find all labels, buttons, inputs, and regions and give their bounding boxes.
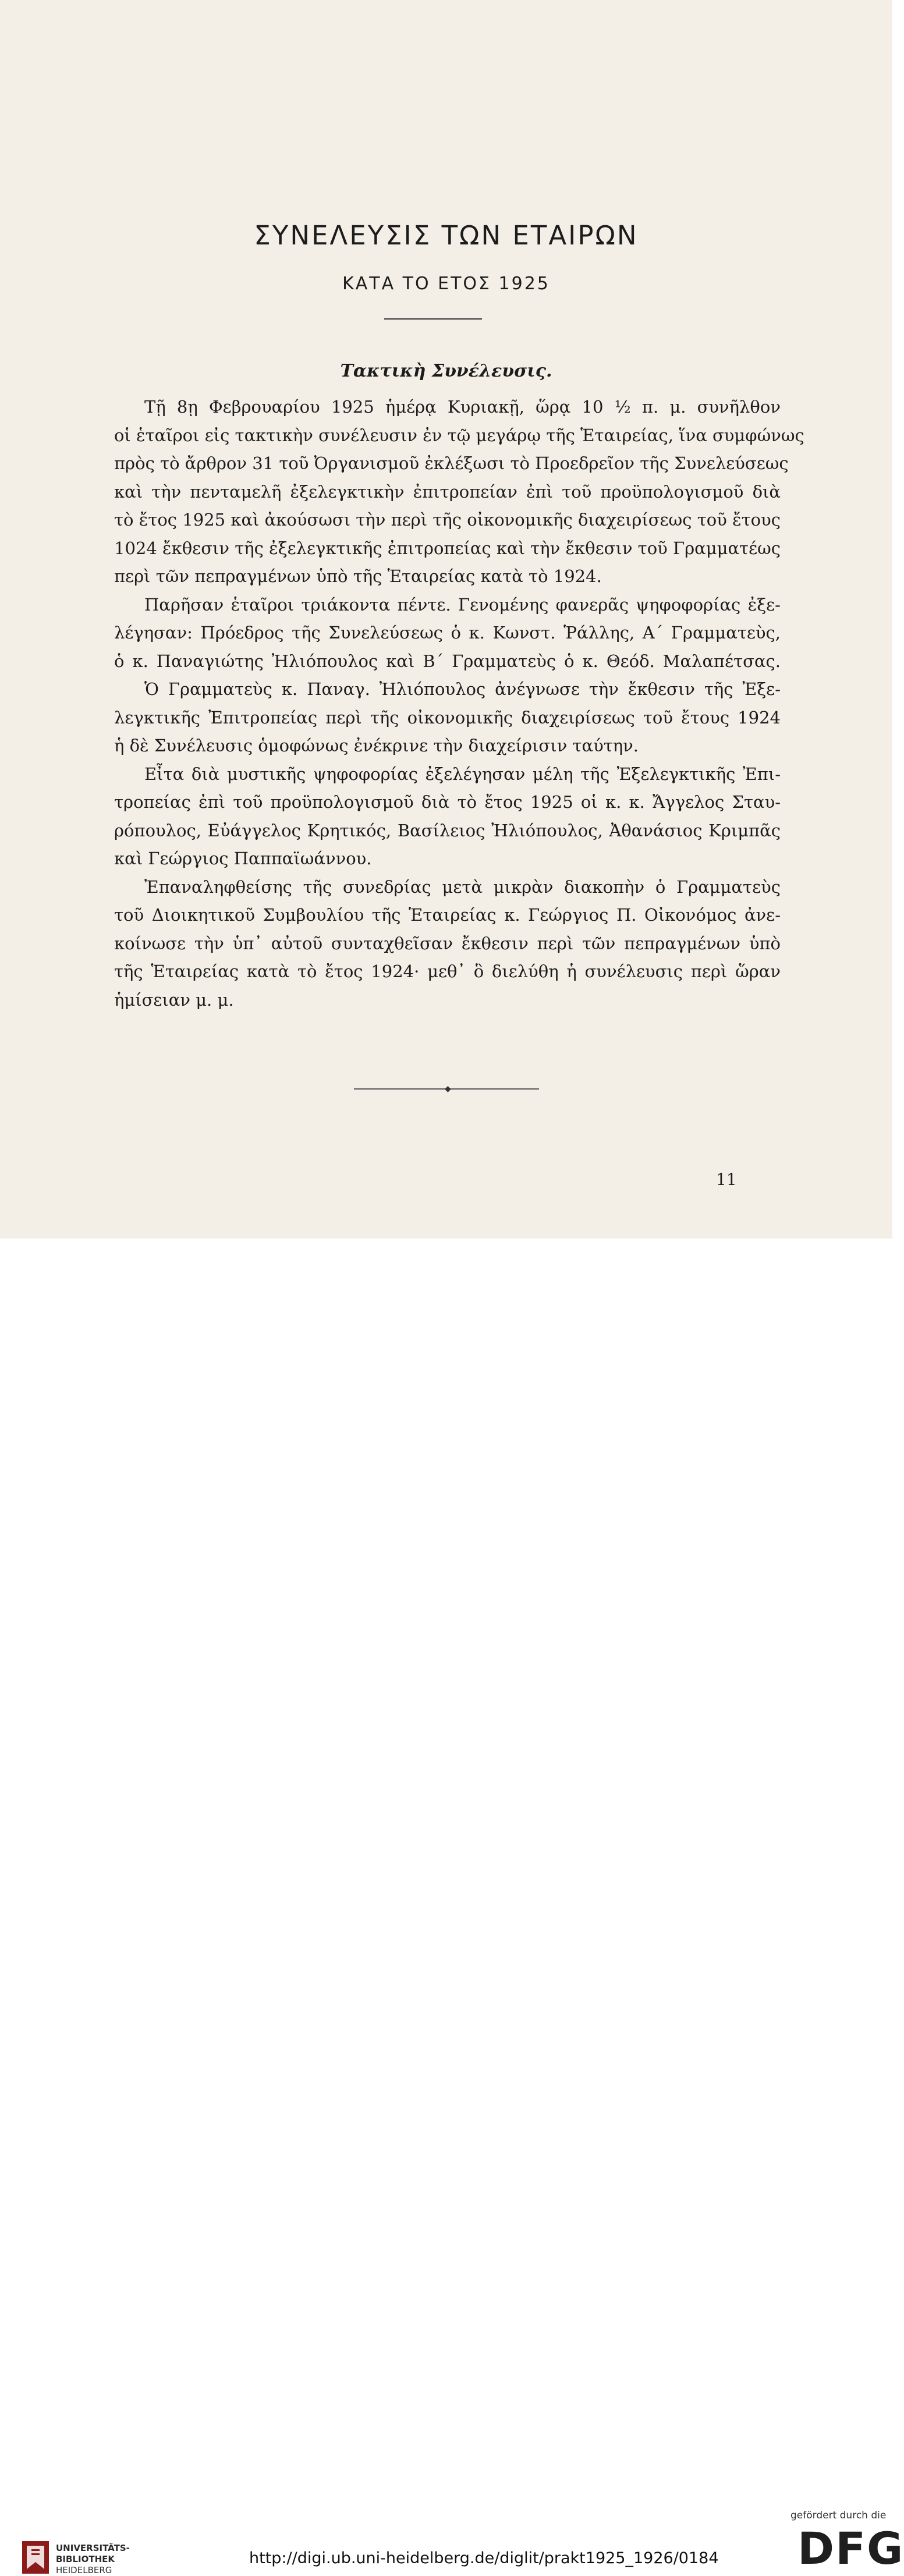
text-line: οἱ ἑταῖροι εἰς τακτικὴν συνέλευσιν ἐν τῷ μεγάρῳ τῆς Ἑταιρείας, ἵνα συμφώνως <box>114 425 804 445</box>
text-line: κοίνωσε τὴν ὑπ᾽ αὐτοῦ συνταχθεῖσαν ἔκθεσιν περὶ τῶν πεπραγμένων ὑπὸ <box>114 933 781 953</box>
ornament-dot-icon: ◆ <box>445 1084 451 1094</box>
text-line: Τῇ 8ῃ Φεβρουαρίου 1925 ἡμέρᾳ Κυριακῇ, ὥρᾳ 10 ½ π. μ. συνῆλθον <box>144 397 781 417</box>
text-line: Ὁ Γραμματεὺς κ. Παναγ. Ἠλιόπουλος ἀνέγνωσε τὴν ἔκθεσιν τῆς Ἐξε- <box>144 679 781 699</box>
text-line: 1024 ἔκθεσιν τῆς ἐξελεγκτικῆς ἐπιτροπείας καὶ τὴν ἔκθεσιν τοῦ Γραμματέως <box>114 538 781 558</box>
library-name-line: BIBLIOTHEK <box>56 2554 115 2564</box>
body-text <box>114 393 804 1014</box>
footer-bar <box>0 1239 904 2575</box>
text-line: ἡ δὲ Συνέλευσις ὁμοφώνως ἐνέκρινε τὴν διαχείρισιν ταύτην. <box>114 736 639 755</box>
funded-by-label: gefördert durch die <box>790 2510 887 2521</box>
text-line: τροπείας ἐπὶ τοῦ προϋπολογισμοῦ διὰ τὸ ἔτος 1925 οἱ κ. κ. Ἄγγελος Σταυ- <box>114 792 781 812</box>
text-line: τῆς Ἑταιρείας κατὰ τὸ ἔτος 1924· μεθ᾽ ὃ διελύθη ἡ συνέλευσις περὶ ὥραν <box>114 961 781 981</box>
document-subtitle: ΚΑΤΑ ΤΟ ΕΤΟΣ 1925 <box>342 274 550 294</box>
library-name <box>56 2543 130 2576</box>
document-title: ΣΥΝΕΛΕΥΣΙΣ ΤΩΝ ΕΤΑΙΡΩΝ <box>254 220 639 251</box>
text-line: Παρῆσαν ἑταῖροι τριάκοντα πέντε. Γενομένης φανερᾶς ψηφοφορίας ἐξε- <box>144 594 781 615</box>
text-line: Ἐπαναληφθείσης τῆς συνεδρίας μετὰ μικρὰν διακοπὴν ὁ Γραμματεὺς <box>144 877 781 897</box>
text-line: καὶ Γεώργιος Παππαϊωάννου. <box>114 849 372 868</box>
text-line: τοῦ Διοικητικοῦ Συμβουλίου τῆς Ἑταιρείας κ. Γεώργιος Π. Οἰκονόμος ἀνε- <box>114 905 781 925</box>
scanned-page <box>0 0 892 1239</box>
text-line: λεγκτικῆς Ἐπιτροπείας περὶ τῆς οἰκονομικῆς διαχειρίσεως τοῦ ἔτους 1924 <box>114 707 781 728</box>
text-line: καὶ τὴν πενταμελῆ ἐξελεγκτικὴν ἐπιτροπείαν ἐπὶ τοῦ προϋπολογισμοῦ διὰ <box>114 481 781 502</box>
title-rule <box>384 318 482 320</box>
text-line: Εἶτα διὰ μυστικῆς ψηφοφορίας ἐξελέγησαν μέλη τῆς Ἐξελεγκτικῆς Ἐπι- <box>144 764 781 784</box>
section-heading: Τακτικὴ Συνέλευσις. <box>340 361 552 381</box>
source-url-link[interactable]: http://digi.ub.uni-heidelberg.de/diglit/prakt1925_1926/0184 <box>249 2549 719 2567</box>
library-name-line: HEIDELBERG <box>56 2565 112 2575</box>
text-line: ὁ κ. Παναγιώτης Ἠλιόπουλος καὶ Β´ Γραμματεὺς ὁ κ. Θεόδ. Μαλαπέτσας. <box>114 651 781 671</box>
text-line: ρόπουλος, Εὐάγγελος Κρητικός, Βασίλειος Ἠλιόπουλος, Ἀθανάσιος Κριμπᾶς <box>114 820 781 840</box>
text-line: περὶ τῶν πεπραγμένων ὑπὸ τῆς Ἑταιρείας κατὰ τὸ 1924. <box>114 566 602 586</box>
text-line: πρὸς τὸ ἄρθρον 31 τοῦ Ὀργανισμοῦ ἐκλέξωσι τὸ Προεδρεῖον τῆς Συνελεύσεως <box>114 453 789 473</box>
library-name-line: UNIVERSITÄTS- <box>56 2543 130 2553</box>
text-line: τὸ ἔτος 1925 καὶ ἀκούσωσι τὴν περὶ τῆς οἰκονομικῆς διαχειρίσεως τοῦ ἔτους <box>114 510 781 530</box>
text-line: ἡμίσειαν μ. μ. <box>114 989 234 1010</box>
page-number: 11 <box>716 1170 737 1189</box>
university-library-logo-icon <box>21 2540 50 2575</box>
dfg-logo: DFG <box>797 2522 904 2574</box>
text-line: λέγησαν: Πρόεδρος τῆς Συνελεύσεως ὁ κ. Κωνστ. Ῥάλλης, Α´ Γραμματεὺς, <box>114 623 781 643</box>
